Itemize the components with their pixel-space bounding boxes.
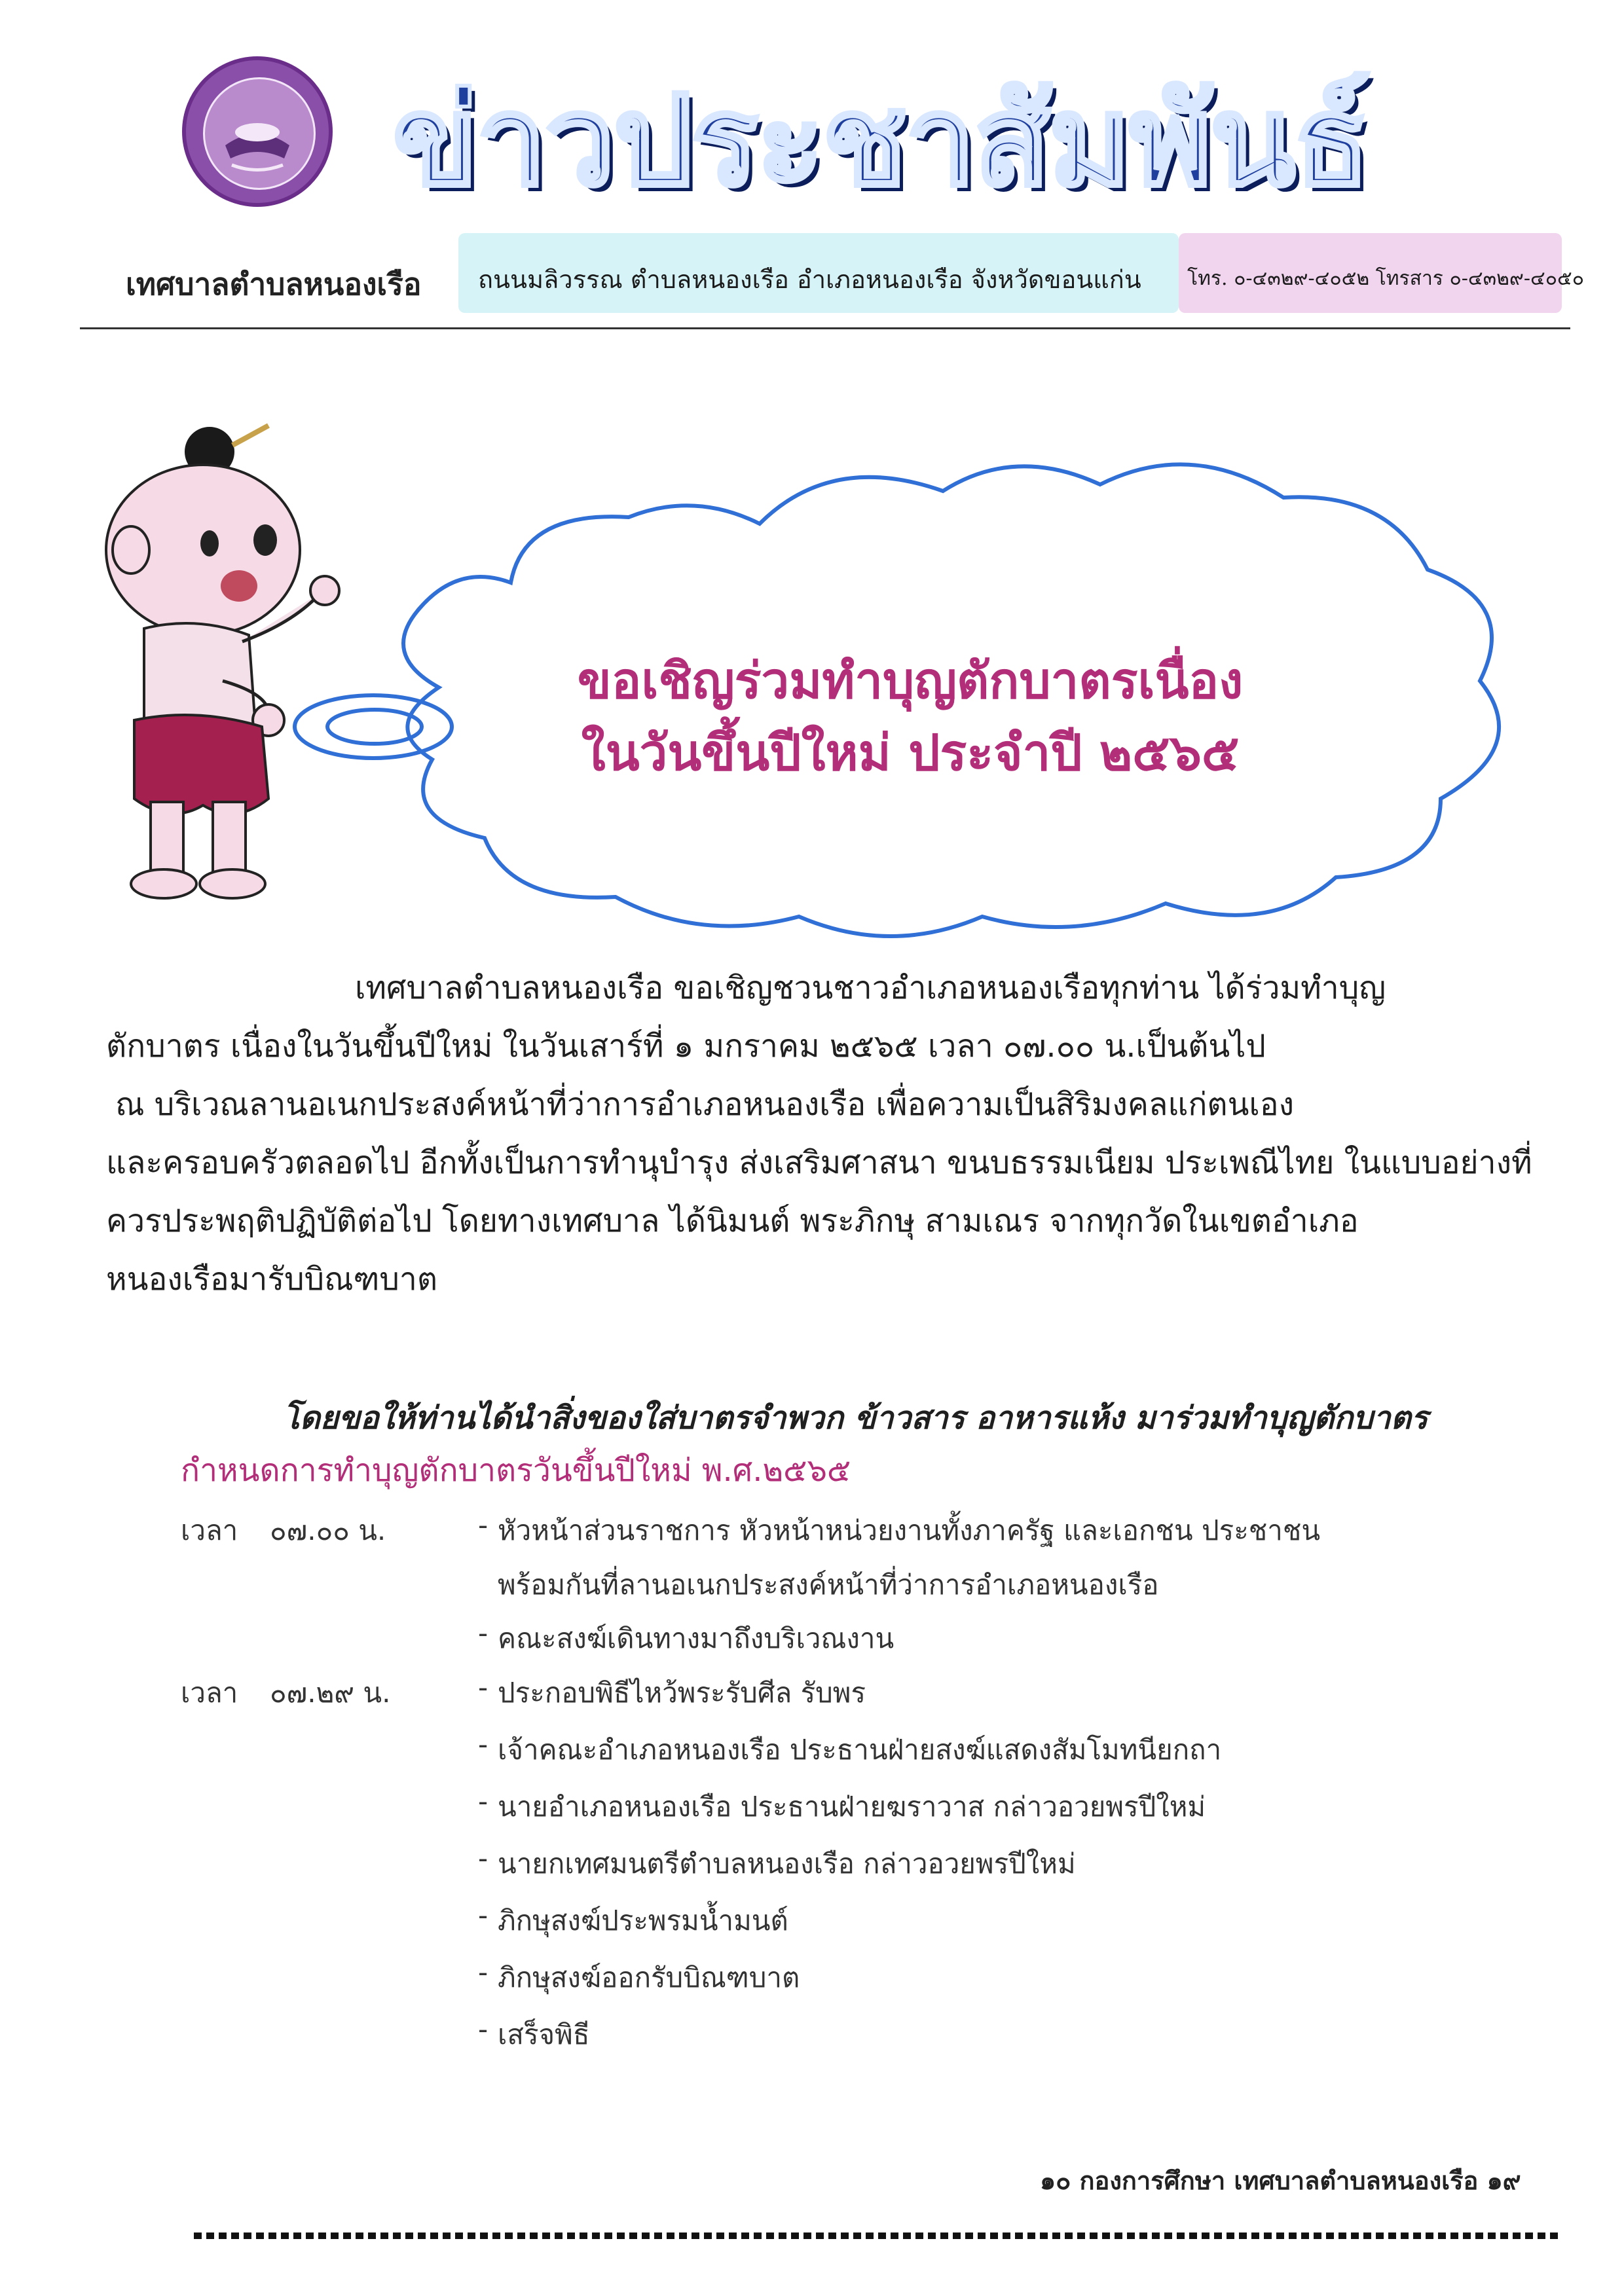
dotted-divider [194,2232,1562,2239]
schedule-item: คณะสงฆ์เดินทางมาถึงบริเวณงาน [498,1622,895,1654]
bullet-dash: - [478,1617,489,1649]
bullet-dash: - [478,1671,489,1704]
paragraph-line: เทศบาลตำบลหนองเรือ ขอเชิญชวนชาวอำเภอหนองเรือทุกท่าน ได้ร่วมทำบุญ [355,970,1386,1006]
schedule-item: ภิกษุสงฆ์ประพรมน้ำมนต์ [498,1904,788,1937]
announcement-title [367,645,1454,789]
bullet-dash: - [478,2013,489,2045]
schedule-item: นายอำเภอหนองเรือ ประธานฝ่ายฆราวาส กล่าวอวยพรปีใหม่ [498,1791,1206,1823]
paragraph-line: และครอบครัวตลอดไป อีกทั้งเป็นการทำนุบำรุง ส่งเสริมศาสนา ขนบธรรมเนียม ประเพณีไทย ในแบบอย่างที่ [106,1144,1532,1181]
schedule-time: ๐๗.๒๙ น. [270,1677,391,1709]
schedule-item: ประกอบพิธีไหว้พระรับศีล รับพร [498,1677,866,1709]
header-divider [80,327,1570,329]
paragraph-line: หนองเรือมารับบิณฑบาต [106,1261,438,1298]
municipality-name: เทศบาลตำบลหนองเรือ [126,266,422,302]
announcement-title-line1: ขอเชิญร่วมทำบุญตักบาตรเนื่อง [577,651,1244,710]
address-text: ถนนมลิวรรณ ตำบลหนองเรือ อำเภอหนองเรือ จังหวัดขอนแก่น [478,265,1141,294]
time-label: เวลา [181,1677,238,1709]
paragraph-line: ตักบาตร เนื่องในวันขึ้นปีใหม่ ในวันเสาร์ที่ ๑ มกราคม ๒๕๖๕ เวลา ๐๗.๐๐ น.เป็นต้นไป [106,1028,1266,1065]
schedule-item: พร้อมกันที่ลานอเนกประสงค์หน้าที่ว่าการอำเภอหนองเรือ [498,1569,1159,1601]
bullet-dash: - [478,1509,489,1541]
municipal-seal [182,56,333,207]
bullet-dash: - [478,1899,489,1931]
schedule-title: กำหนดการทำบุญตักบาตรวันขึ้นปีใหม่ พ.ศ.๒๕๖๕ [181,1452,851,1489]
schedule-item: เจ้าคณะอำเภอหนองเรือ ประธานฝ่ายสงฆ์แสดงสัมโมทนียกถา [498,1734,1222,1766]
paragraph-line: ณ บริเวณลานอเนกประสงค์หน้าที่ว่าการอำเภอหนองเรือ เพื่อความเป็นสิริมงคลแก่ตนเอง [115,1086,1295,1123]
bullet-dash: - [478,1785,489,1817]
masthead-title: ข่าวประชาสัมพันธ์ [393,67,1369,213]
bullet-dash: - [478,1728,489,1760]
donation-request: โดยขอให้ท่านได้นำสิ่งของใส่บาตรจำพวก ข้าวสาร อาหารแห้ง มาร่วมทำบุญตักบาตร [283,1400,1428,1436]
schedule-item: เสร็จพิธี [498,2018,590,2050]
time-label: เวลา [181,1514,238,1546]
bullet-dash: - [478,1842,489,1874]
invitation-paragraph [106,959,1534,1309]
schedule-item: นายกเทศมนตรีตำบลหนองเรือ กล่าวอวยพรปีใหม่ [498,1848,1076,1880]
announcement-title-line2: ในวันขึ้นปีใหม่ ประจำปี ๒๕๖๕ [581,723,1240,782]
schedule-time: ๐๗.๐๐ น. [270,1514,386,1546]
footer-department: ๑๐ กองการศึกษา เทศบาลตำบลหนองเรือ ๑๙ [1040,2166,1521,2195]
phone-text: โทร. ๐-๔๓๒๙-๔๐๕๒ โทรสาร ๐-๔๓๒๙-๔๐๕๐ [1187,267,1585,290]
bullet-dash: - [478,1956,489,1988]
schedule-item: ภิกษุสงฆ์ออกรับบิณฑบาต [498,1961,800,1994]
schedule-item: หัวหน้าส่วนราชการ หัวหน้าหน่วยงานทั้งภาครัฐ และเอกชน ประชาชน [498,1514,1321,1546]
paragraph-line: ควรประพฤติปฏิบัติต่อไป โดยทางเทศบาล ได้นิมนต์ พระภิกษุ สามเณร จากทุกวัดในเขตอำเภอ [106,1203,1359,1239]
